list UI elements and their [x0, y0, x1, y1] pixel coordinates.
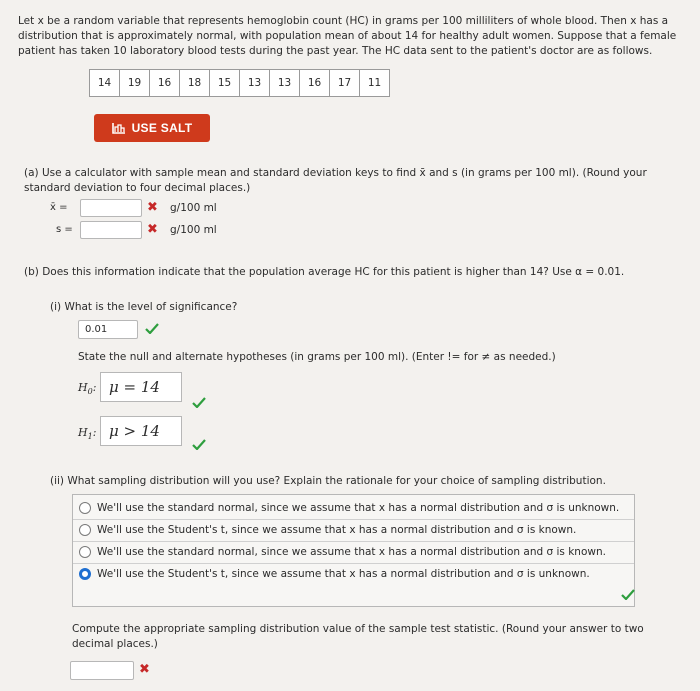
- data-cell: 13: [270, 70, 300, 97]
- part-b-ii-prompt: (ii) What sampling distribution will you use? Explain the rationale for your choice of sampling distribution.: [50, 475, 606, 487]
- hypotheses-prompt: State the null and alternate hypotheses (in grams per 100 ml). (Enter != for ≠ as needed.): [78, 351, 556, 363]
- part-b-i-prompt: (i) What is the level of significance?: [50, 301, 238, 313]
- h1-label: $H_1$:: [78, 426, 97, 442]
- significance-input[interactable]: 0.01: [78, 320, 138, 339]
- option-label: We'll use the Student's t, since we assume that x has a normal distribution and σ is unknown.: [97, 568, 590, 580]
- data-cell: 13: [240, 70, 270, 97]
- xbar-input[interactable]: [80, 199, 142, 217]
- s-input[interactable]: [80, 221, 142, 239]
- cross-icon: ✖: [147, 222, 158, 237]
- use-salt-button[interactable]: [94, 114, 210, 142]
- check-icon: [192, 397, 206, 408]
- s-label: s =: [56, 224, 73, 235]
- list-item[interactable]: [73, 520, 634, 542]
- data-cell: 16: [300, 70, 330, 97]
- check-icon: [192, 439, 206, 450]
- part-b-prompt: (b) Does this information indicate that the population average HC for this patient is higher than 14? Use α = 0.01.: [24, 266, 625, 278]
- salt-chart-icon: [112, 122, 126, 134]
- option-label: We'll use the standard normal, since we assume that x has a normal distribution and σ is unknown.: [97, 502, 620, 514]
- xbar-label: x̄ =: [50, 202, 68, 213]
- cross-icon: ✖: [139, 662, 150, 677]
- test-statistic-input[interactable]: [70, 661, 134, 680]
- compute-prompt: Compute the appropriate sampling distribution value of the sample test statistic. (Round your answer to two decimal places.): [72, 623, 644, 650]
- data-cell: 17: [330, 70, 360, 97]
- h1-input[interactable]: μ > 14: [100, 416, 182, 446]
- use-salt-label: USE SALT: [131, 121, 193, 135]
- s-unit: g/100 ml: [170, 224, 217, 236]
- check-icon: [145, 323, 159, 334]
- data-cell: 11: [360, 70, 390, 97]
- cross-icon: ✖: [147, 200, 158, 215]
- list-item-selected[interactable]: [73, 564, 634, 585]
- list-item[interactable]: [73, 542, 634, 564]
- list-item[interactable]: [73, 498, 634, 520]
- problem-statement: Let x be a random variable that represents hemoglobin count (HC) in grams per 100 milliliters of whole blood. Then x has a distribution that is approximately normal, with population mean of about 14 for healthy adult women. Suppose that a female patient has taken 10 laboratory blood tests during the past year. The HC data sent to the patient's doctor are as follows.: [18, 15, 677, 57]
- h0-input[interactable]: μ = 14: [100, 372, 182, 402]
- data-cell: 18: [180, 70, 210, 97]
- sampling-distribution-options: [72, 494, 635, 607]
- hc-data-table: [89, 69, 390, 97]
- part-a-prompt: (a) Use a calculator with sample mean and standard deviation keys to find x̄ and s (in grams per 100 ml). (Round your standard deviation to four decimal places.): [24, 167, 647, 194]
- h0-label: $H_0$:: [78, 381, 97, 397]
- option-label: We'll use the standard normal, since we assume that x has a normal distribution and σ is known.: [97, 546, 606, 558]
- xbar-unit: g/100 ml: [170, 202, 217, 214]
- radio-button-selected[interactable]: [79, 568, 91, 580]
- data-cell: 14: [90, 70, 120, 97]
- radio-button[interactable]: [79, 502, 91, 514]
- check-icon: [621, 589, 635, 600]
- option-label: We'll use the Student's t, since we assume that x has a normal distribution and σ is known.: [97, 524, 577, 536]
- radio-button[interactable]: [79, 546, 91, 558]
- data-cell: 19: [120, 70, 150, 97]
- data-cell: 15: [210, 70, 240, 97]
- data-cell: 16: [150, 70, 180, 97]
- radio-button[interactable]: [79, 524, 91, 536]
